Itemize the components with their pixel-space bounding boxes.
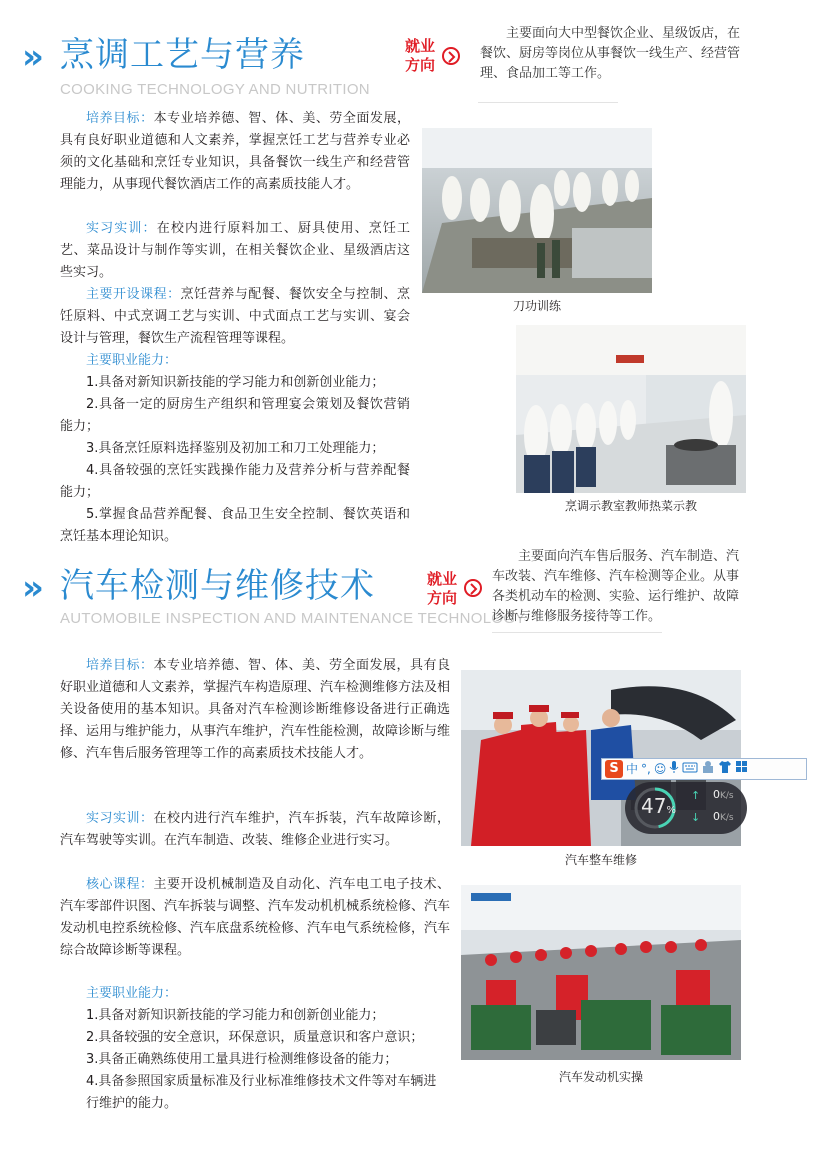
employment-direction-label: 就业 方向 <box>404 37 435 74</box>
training-goal: 培养目标：本专业培养德、智、体、美、劳全面发展，具有良好职业道德和人文素养，掌握汽车构造原理、汽车检测维修方法及相关设备使用的基本知识。具备对汽车检测诊断维修设备进行正确选择、运用与维护能力，从事汽车维护，汽车性能检测，故障诊断与维修、汽车售后服务管理等工作的高素质技术技能人才。 <box>60 658 451 761</box>
abilities-list <box>60 372 410 548</box>
divider <box>478 102 618 103</box>
ime-language-toggle[interactable]: 中 <box>626 762 639 776</box>
list-item: 3.具备烹饪原料选择鉴别及初加工和刀工处理能力； <box>86 441 385 456</box>
section-subtitle: COOKING TECHNOLOGY AND NUTRITION <box>60 81 370 98</box>
core-courses: 核心课程：主要开设机械制造及自动化、汽车电工电子技术、汽车零部件识图、汽车拆装与调整、汽车发动机机械系统检修、汽车发动机电控系统检修、汽车底盘系统检修、汽车电气系统检修，汽车综合故障诊断等课程。 <box>60 877 451 958</box>
practice-training: 实习实训：在校内进行汽车维护，汽车拆装，汽车故障诊断，汽车驾驶等实训。在汽车制造、改装、维修企业进行实习。 <box>60 811 450 848</box>
emoji-icon[interactable]: ☺ <box>653 762 667 776</box>
photo-knife-training <box>422 128 652 293</box>
list-item: 2.具备一定的厨房生产组织和管理宴会策划及餐饮营销能力； <box>60 397 410 434</box>
photo-caption: 烹调示教室教师热菜示教 <box>564 499 697 513</box>
upload-speed: 0K/s <box>713 788 734 801</box>
section-chevron-icon: » <box>22 568 34 608</box>
toolbox-icon[interactable] <box>701 760 715 779</box>
section-subtitle: AUTOMOBILE INSPECTION AND MAINTENANCE TECHNOLOGY <box>60 610 526 627</box>
abilities-heading: 主要职业能力： <box>86 986 178 1001</box>
list-item: 4.具备参照国家质量标准及行业标准维修技术文件等对车辆进行维护的能力。 <box>86 1074 437 1111</box>
photo-caption: 刀功训练 <box>512 299 561 313</box>
arrow-right-icon <box>464 579 482 597</box>
training-goal: 培养目标：本专业培养德、智、体、美、劳全面发展，具有良好职业道德和人文素养，掌握烹饪工艺与营养专业必须的文化基础和烹饪专业知识，具备餐饮一线生产和经营管理能力，从事现代餐饮酒店工作的高素质技能人才。 <box>60 111 410 192</box>
list-item: 2.具备较强的安全意识，环保意识，质量意识和客户意识； <box>86 1030 424 1045</box>
arrow-right-icon <box>442 47 460 65</box>
employment-direction-text: 主要面向汽车售后服务、汽车制造、汽车改装、汽车维修、汽车检测等企业。从事各类机动车的检测、实验、运行维护、故障诊断与维修服务接待等工作。 <box>492 549 740 624</box>
employment-direction-text: 主要面向大中型餐饮企业、星级饭店，在餐饮、厨房等岗位从事餐饮一线生产、经营管理、食品加工等工作。 <box>480 26 741 81</box>
employment-direction-label: 就业 方向 <box>426 570 457 607</box>
practice-training: 实习实训：在校内进行原料加工、厨具使用、烹饪工艺、菜品设计与制作等实训，在相关餐饮企业、星级酒店这些实习。 <box>60 221 410 280</box>
download-arrow-icon: ↓ <box>691 811 701 824</box>
memory-percent: 47% <box>641 794 676 818</box>
photo-caption: 汽车发动机实操 <box>558 1070 643 1084</box>
section-chevron-icon: » <box>22 37 34 77</box>
network-speed-widget[interactable] <box>625 782 747 834</box>
ime-toolbar[interactable] <box>601 758 807 780</box>
download-speed: 0K/s <box>713 810 734 823</box>
section-title: 汽车检测与维修技术 <box>60 566 375 606</box>
microphone-icon[interactable] <box>669 760 679 779</box>
abilities-list <box>86 1005 446 1115</box>
grid-menu-icon[interactable] <box>735 760 748 778</box>
photo-caption: 汽车整车维修 <box>564 853 637 867</box>
photo-engine-practice <box>461 885 741 1060</box>
photo-cooking-demo <box>516 325 746 493</box>
punctuation-icon[interactable]: °, <box>641 762 651 776</box>
list-item: 3.具备正确熟练使用工量具进行检测维修设备的能力； <box>86 1052 398 1067</box>
section-title: 烹调工艺与营养 <box>60 35 305 75</box>
sogou-logo-icon[interactable]: S <box>605 760 623 778</box>
divider <box>492 632 662 633</box>
main-courses: 主要开设课程：烹饪营养与配餐、餐饮安全与控制、烹饪原料、中式烹调工艺与实训、中式面点工艺与实训、宴会设计与管理，餐饮生产流程管理等课程。 <box>60 287 410 346</box>
abilities-heading: 主要职业能力： <box>86 353 178 368</box>
list-item: 5.掌握食品营养配餐、食品卫生安全控制、餐饮英语和烹饪基本理论知识。 <box>60 507 410 544</box>
keyboard-icon[interactable] <box>682 760 698 778</box>
skin-shirt-icon[interactable] <box>718 760 732 779</box>
list-item: 1.具备对新知识新技能的学习能力和创新创业能力； <box>86 1008 385 1023</box>
list-item: 1.具备对新知识新技能的学习能力和创新创业能力； <box>86 375 385 390</box>
list-item: 4.具备较强的烹饪实践操作能力及营养分析与营养配餐能力； <box>60 463 410 500</box>
upload-arrow-icon: ↑ <box>691 789 701 802</box>
